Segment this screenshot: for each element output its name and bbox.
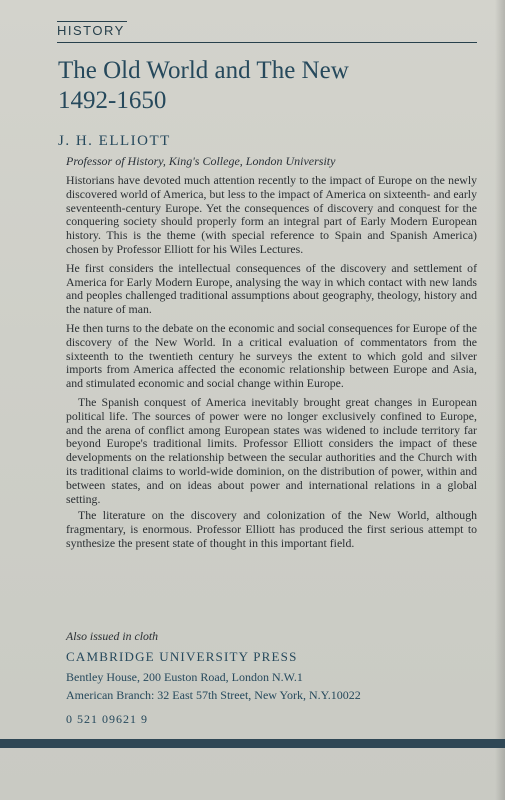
section-label: HISTORY xyxy=(57,23,125,38)
author-affiliation: Professor of History, King's College, London University xyxy=(66,154,336,168)
blurb-paragraph: Historians have devoted much attention recently to the impact of Europe on the newly discovered world of America, but less to the impact of America on sixteenth- and early seventeenth-century Europe. Yet the consequences of discovery and conquest for the conquering society should properly form an integral part of Early Modern European history. This is the theme (with special reference to Spain and Spanish America) chosen by Professor Elliott for his Wiles Lectures. xyxy=(66,173,477,256)
book-title: The Old World and The New xyxy=(58,57,349,84)
page-edge-shadow xyxy=(495,0,505,800)
bottom-color-band xyxy=(0,739,505,748)
isbn: 0 521 09621 9 xyxy=(66,712,148,726)
publisher-address-us: American Branch: 32 East 57th Street, New York, N.Y.10022 xyxy=(66,688,361,702)
publisher-address-uk: Bentley House, 200 Euston Road, London N.W.1 xyxy=(66,670,303,684)
blurb-paragraph: He first considers the intellectual consequences of the discovery and settlement of America for Early Modern Europe, analysing the way in which contact with new lands and peoples challenged traditional assumptions about geography, theology, history and the nature of man. xyxy=(66,260,477,317)
section-rule-bottom xyxy=(57,42,477,43)
blurb-paragraph: The Spanish conquest of America inevitably brought great changes in European political life. The sources of power were no longer exclusively confined to Europe, and the arena of conflict among European states was widened to include territory far beyond Europe's traditional limits. Professor Elliott considers the impact of these developments on the relationship between the secular authorities and the Church with its traditional claims to world-wide dominion, on the distribution of power, within and between states, and on ideas about power and international relations in a global setting. xyxy=(66,394,477,506)
author-name: J. H. ELLIOTT xyxy=(58,133,171,149)
edition-note: Also issued in cloth xyxy=(66,629,159,643)
blurb-paragraph: The literature on the discovery and colonization of the New World, although fragmentary, is enormous. Professor Elliott has produced the first serious attempt to synthesize the present state of thought in this important field. xyxy=(66,508,477,550)
book-title-block xyxy=(58,56,478,116)
blurb xyxy=(66,174,477,556)
book-years: 1492-1650 xyxy=(58,87,167,114)
blurb-paragraph: He then turns to the debate on the economic and social consequences for Europe of the discovery of the New World. In a critical evaluation of commentators from the sixteenth to the twentieth century he surveys the extent to which gold and silver imports from America affected the economic relationship between Europe and Asia, and stimulated economic and social change within Europe. xyxy=(66,320,477,391)
publisher-name: CAMBRIDGE UNIVERSITY PRESS xyxy=(66,649,298,664)
section-rule-top xyxy=(57,21,127,22)
